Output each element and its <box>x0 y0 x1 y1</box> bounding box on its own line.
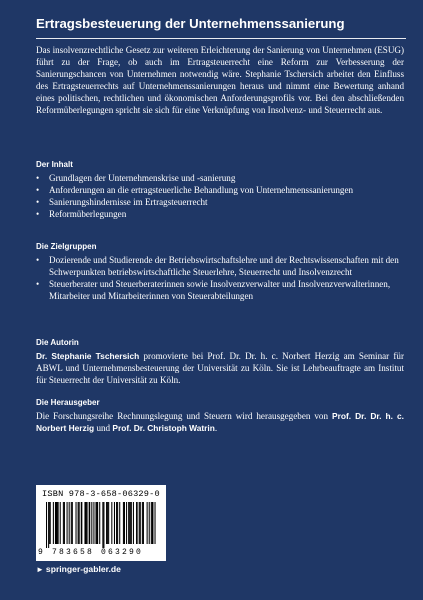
list-item-text: Sanierungshindernisse im Ertragsteuerrecht <box>49 197 208 207</box>
barcode-digits: 9 783658 063290 <box>38 548 144 557</box>
bullet-icon: • <box>36 255 40 265</box>
bullet-icon: • <box>36 209 40 219</box>
list-item-text: Anforderungen an die ertragsteuerliche Behandlung von Unternehmenssanierungen <box>49 185 354 195</box>
editor-text: . <box>214 423 218 433</box>
bullet-icon: • <box>36 173 40 183</box>
bullet-icon: • <box>36 197 40 207</box>
list-item <box>36 172 406 184</box>
list-item-text: Dozierende und Studierende der Betriebswirtschaftslehre und der Rechtswissenschaften mit den Schwerpunkten betriebswirtschaftliche Steuerlehre, Steuerrecht und Insolvenzrecht <box>49 255 399 277</box>
title-rule <box>36 38 406 39</box>
author-bio: promovierte bei Prof. Dr. Dr. h. c. Norbert Herzig am Seminar für ABWL und Unternehmensbesteuerung der Universität zu Köln. Sie ist Lehrbeauftragte am Institut für Steuerrecht der Universität zu Köln. <box>36 351 404 385</box>
autorin-paragraph <box>36 350 404 386</box>
bullet-icon: • <box>36 185 40 195</box>
herausgeber-heading: Die Herausgeber <box>36 398 100 407</box>
arrow-right-icon: ► <box>36 565 44 574</box>
bullet-icon: • <box>36 279 40 289</box>
zielgruppen-list <box>36 254 406 302</box>
list-item-text: Reformüberlegungen <box>49 209 127 219</box>
inhalt-list <box>36 172 406 220</box>
intro-paragraph: Das insolvenzrechtliche Gesetz zur weiteren Erleichterung der Sanierung von Unternehmen (ESUG) führt zu der Frage, ob auch im Ertragsteuerrecht eine Reform zur Verbesserung der Sanierungschancen von Unternehmen notwendig wäre. Stephanie Tschersich arbeitet den Einfluss des Ertragsteuerrechts auf Unternehmenssanierungen heraus und nimmt eine Bewertung anhand eines politischen, rechtlichen und ökonomischen Anforderungsprofils vor. Bei den abschließenden Reformüberlegungen spricht sie sich für eine Verknüpfung von Insolvenz- und Steuerrecht aus. <box>36 45 404 115</box>
book-title: Ertragsbesteuerung der Unternehmenssanierung <box>36 16 345 31</box>
publisher-url: springer-gabler.de <box>45 564 121 574</box>
list-item <box>36 254 406 278</box>
editor-text: und <box>94 423 113 433</box>
autorin-heading: Die Autorin <box>36 338 79 347</box>
list-item <box>36 208 406 220</box>
barcode-block <box>36 485 166 561</box>
herausgeber-paragraph <box>36 410 404 434</box>
barcode-bars <box>46 502 156 548</box>
editor-name-herzig: Prof. Dr. Dr. h. c. Norbert Herzig <box>36 411 404 433</box>
inhalt-heading: Der Inhalt <box>36 160 73 169</box>
list-item-text: Grundlagen der Unternehmenskrise und -sanierung <box>49 173 236 183</box>
isbn-label: ISBN 978-3-658-06329-0 <box>42 489 160 499</box>
list-item <box>36 184 406 196</box>
author-name: Dr. Stephanie Tschersich <box>36 351 140 361</box>
zielgruppen-heading: Die Zielgruppen <box>36 242 97 251</box>
list-item <box>36 196 406 208</box>
editor-name-watrin: Prof. Dr. Christoph Watrin <box>112 423 215 433</box>
editor-text: Die Forschungsreihe Rechnungslegung und Steuern wird herausgegeben von <box>36 411 333 421</box>
list-item-text: Steuerberater und Steuerberaterinnen sowie Insolvenzverwalter und Insolvenzverwalterinnen, Mitarbeiter und Mitarbeiterinnen von Steuerabteilungen <box>49 279 391 301</box>
list-item <box>36 278 406 302</box>
publisher-link[interactable] <box>36 564 121 574</box>
